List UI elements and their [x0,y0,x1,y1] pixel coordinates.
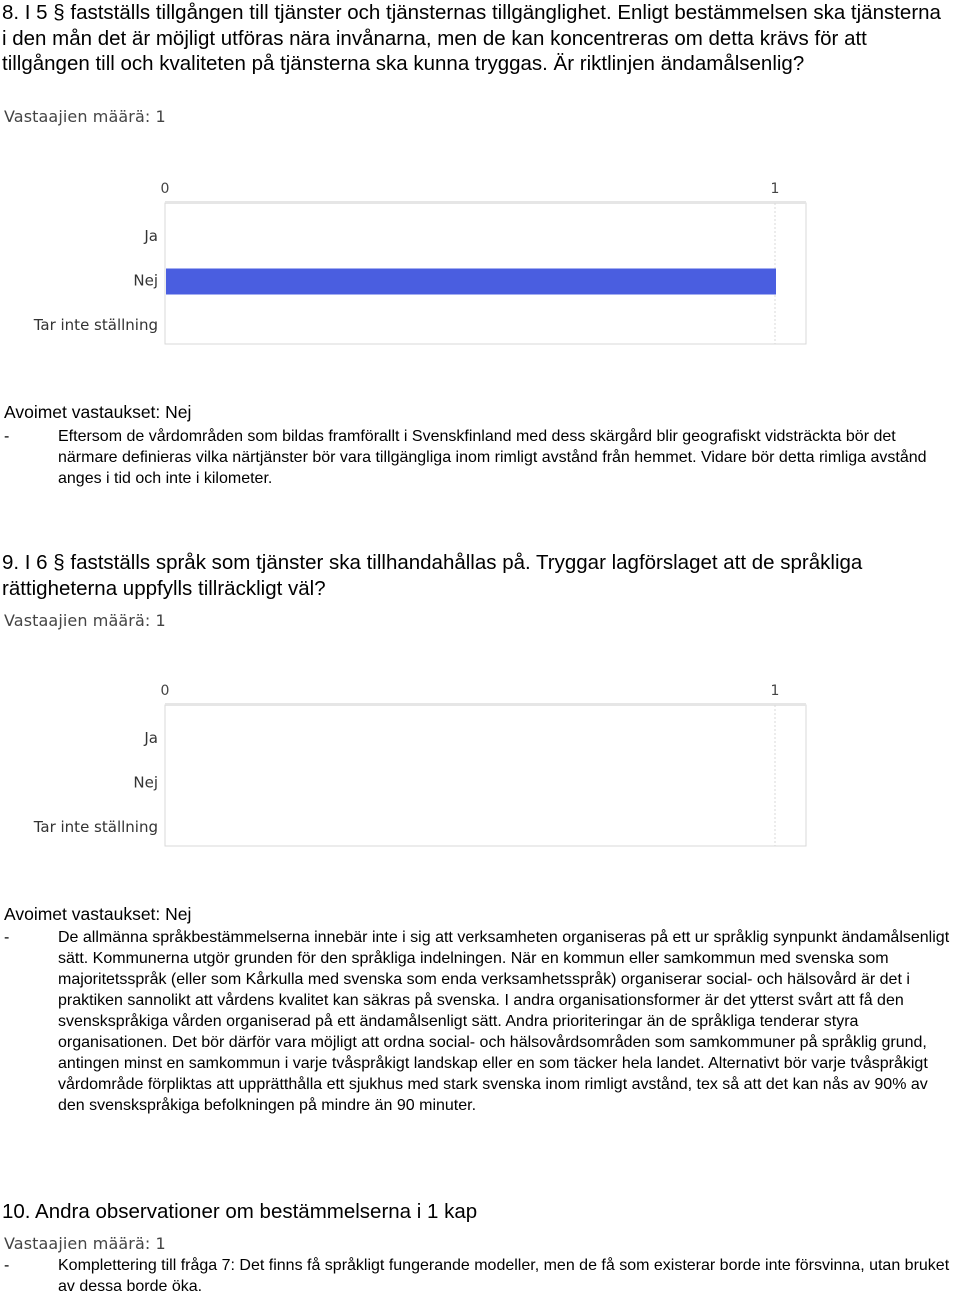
tick-label: 0 [160,181,170,197]
question-10-title: 10. Andra observationer om bestämmelserna i 1 kap [2,1200,478,1223]
tick-label: 0 [160,683,170,699]
answer-text: Eftersom de vårdområden som bildas framförallt i Svenskfinland med dess skärgård blir geografiskt vidsträckta bör det närmare definieras vilka närtjänster bör vara tillgängliga inom rimligt avstånd från hemmet. Vidare bör detta rimliga avstånd anges i tid och inte i kilometer. [58,428,927,487]
bar-nej [166,269,776,295]
category-label: Tar inte ställning [33,817,158,836]
respondent-count: Vastaajien määrä: 1 [4,611,166,630]
tick-label: 1 [770,181,780,197]
category-label: Tar inte ställning [33,315,158,334]
plot-area [165,705,806,846]
category-label: Nej [133,773,158,792]
list-dash: - [4,428,10,445]
open-answers-heading: Avoimet vastaukset: Nej [4,402,192,422]
question-9-title: 9. I 6 § fastställs språk som tjänster ska tillhandahållas på. Tryggar lagförslaget att de språkliga rättigheterna uppfylls tillräckligt väl? [2,551,863,600]
question-8-title: 8. I 5 § fastställs tillgången till tjänster och tjänsternas tillgänglighet. Enligt bestämmelsen ska tjänsterna i den mån det är möjligt utföras nära invånarna, men de kan koncentreras om detta krävs för att tillgången till och kvaliteten på tjänsterna ska kunna tryggas. Är riktlinjen ändamålsenlig? [2,1,941,75]
open-answer-item [4,426,954,489]
list-dash: - [4,1257,10,1274]
open-answers-heading: Avoimet vastaukset: Nej [4,904,192,924]
category-label: Nej [133,271,158,290]
answer-text: Komplettering till fråga 7: Det finns få språkligt fungerande modeller, men de få som existerar borde inte försvinna, utan bruket av dessa borde öka. [58,1257,950,1295]
category-label: Ja [144,729,158,748]
bar-chart-q9 [0,672,960,857]
list-dash: - [4,929,10,946]
respondent-count: Vastaajien määrä: 1 [4,107,166,126]
category-label: Ja [144,227,158,246]
axis-band [165,703,806,706]
open-answer-item [4,1255,954,1297]
tick-label: 1 [770,683,780,699]
axis-band [165,201,806,204]
open-answer-item [4,927,954,1116]
answer-text: De allmänna språkbestämmelserna innebär inte i sig att verksamheten organiseras på ett ur språklig synpunkt ändamålsenligt sätt. Kommunerna utgör grunden för den språkliga indelningen. När en kommun eller samkommun med svenska som majoritetsspråk (eller som Kårkulla med svenska som enda verksamhetsspråk) organiserar social- och hälsovård är det i praktiken sannolikt att vårdens kvalitet kan säkras på svenska. I andra organisationsformer är det ytterst svårt att få den svenskspråkiga vården organiserad på ett ändamålsenligt sätt. Andra prioriteringar än de språkliga tenderar styra organisationen. Det bör därför vara möjligt att ordna social- och hälsovårdsområden som samkommuner på språklig grund, antingen minst en samkommun i varje tvåspråkigt landskap eller en som täcker hela landet. Alternativt bör varje tvåspråkigt vårdområde förpliktas att upprätthålla ett sjukhus med stark svenska inom rimligt avstånd, tex så att det kan nås av 90% av den svenskspråkiga befolkningen på mindre än 90 minuter. [58,929,950,1114]
bar-chart-q8 [0,170,960,355]
respondent-count: Vastaajien määrä: 1 [4,1234,166,1253]
